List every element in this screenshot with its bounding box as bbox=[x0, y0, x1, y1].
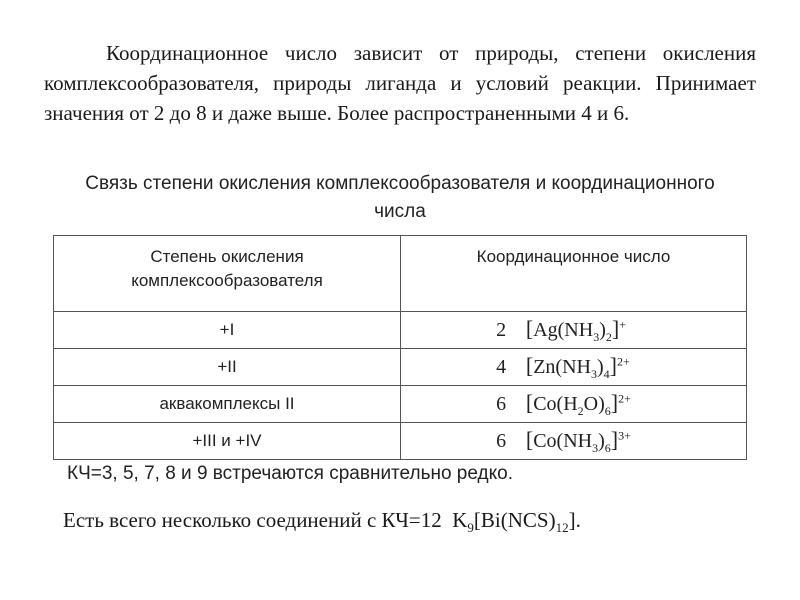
intro-paragraph bbox=[44, 38, 756, 128]
rare-cn-note: КЧ=3, 5, 7, 8 и 9 встречаются сравнительно редко. bbox=[67, 463, 513, 484]
header-coordination-number: Координационное число bbox=[401, 236, 747, 312]
table-caption: Связь степени окисления комплексообразователя и координационного числа bbox=[85, 173, 715, 222]
complex-formula: $[Co(H_2O)_6]^{2+}$ bbox=[525, 389, 631, 418]
oxidation-cell: аквакомплексы II bbox=[54, 386, 401, 423]
cn12-formula: $K_9[Bi(NCS)_{12}]$. bbox=[452, 508, 581, 536]
table-header-row bbox=[54, 236, 747, 312]
cn-value: 2 bbox=[496, 318, 507, 341]
cn-cell bbox=[401, 312, 747, 349]
coordination-table bbox=[53, 235, 747, 460]
cn-cell bbox=[401, 423, 747, 460]
oxidation-cell: +I bbox=[54, 312, 401, 349]
cn-cell bbox=[401, 349, 747, 386]
cn12-note bbox=[63, 508, 581, 536]
cn-cell bbox=[401, 386, 747, 423]
header-oxidation-state: Степень окисления комплексообразователя bbox=[54, 236, 401, 312]
complex-formula: $[Co(NH_3)_6]^{3+}$ bbox=[525, 426, 631, 455]
cn-value: 6 bbox=[496, 392, 507, 415]
oxidation-cell: +III и +IV bbox=[54, 423, 401, 460]
intro-text: Координационное число зависит от природы, степени окисления комплексообразователя, природы лиганда и условий реакции. Принимает значения от 2 до 8 и даже выше. Более распространенными 4 и 6. bbox=[44, 41, 756, 125]
table-row bbox=[54, 423, 747, 460]
complex-formula: $[Zn(NH_3)_4]^{2+}$ bbox=[525, 352, 630, 381]
cn12-note-text: Есть всего несколько соединений с КЧ=12 bbox=[63, 508, 442, 532]
table-row bbox=[54, 386, 747, 423]
table-row bbox=[54, 349, 747, 386]
cn-value: 6 bbox=[496, 429, 507, 452]
cn-value: 4 bbox=[496, 355, 507, 378]
oxidation-cell: +II bbox=[54, 349, 401, 386]
table-row bbox=[54, 312, 747, 349]
complex-formula: $[Ag(NH_3)_2]^+$ bbox=[525, 315, 626, 344]
